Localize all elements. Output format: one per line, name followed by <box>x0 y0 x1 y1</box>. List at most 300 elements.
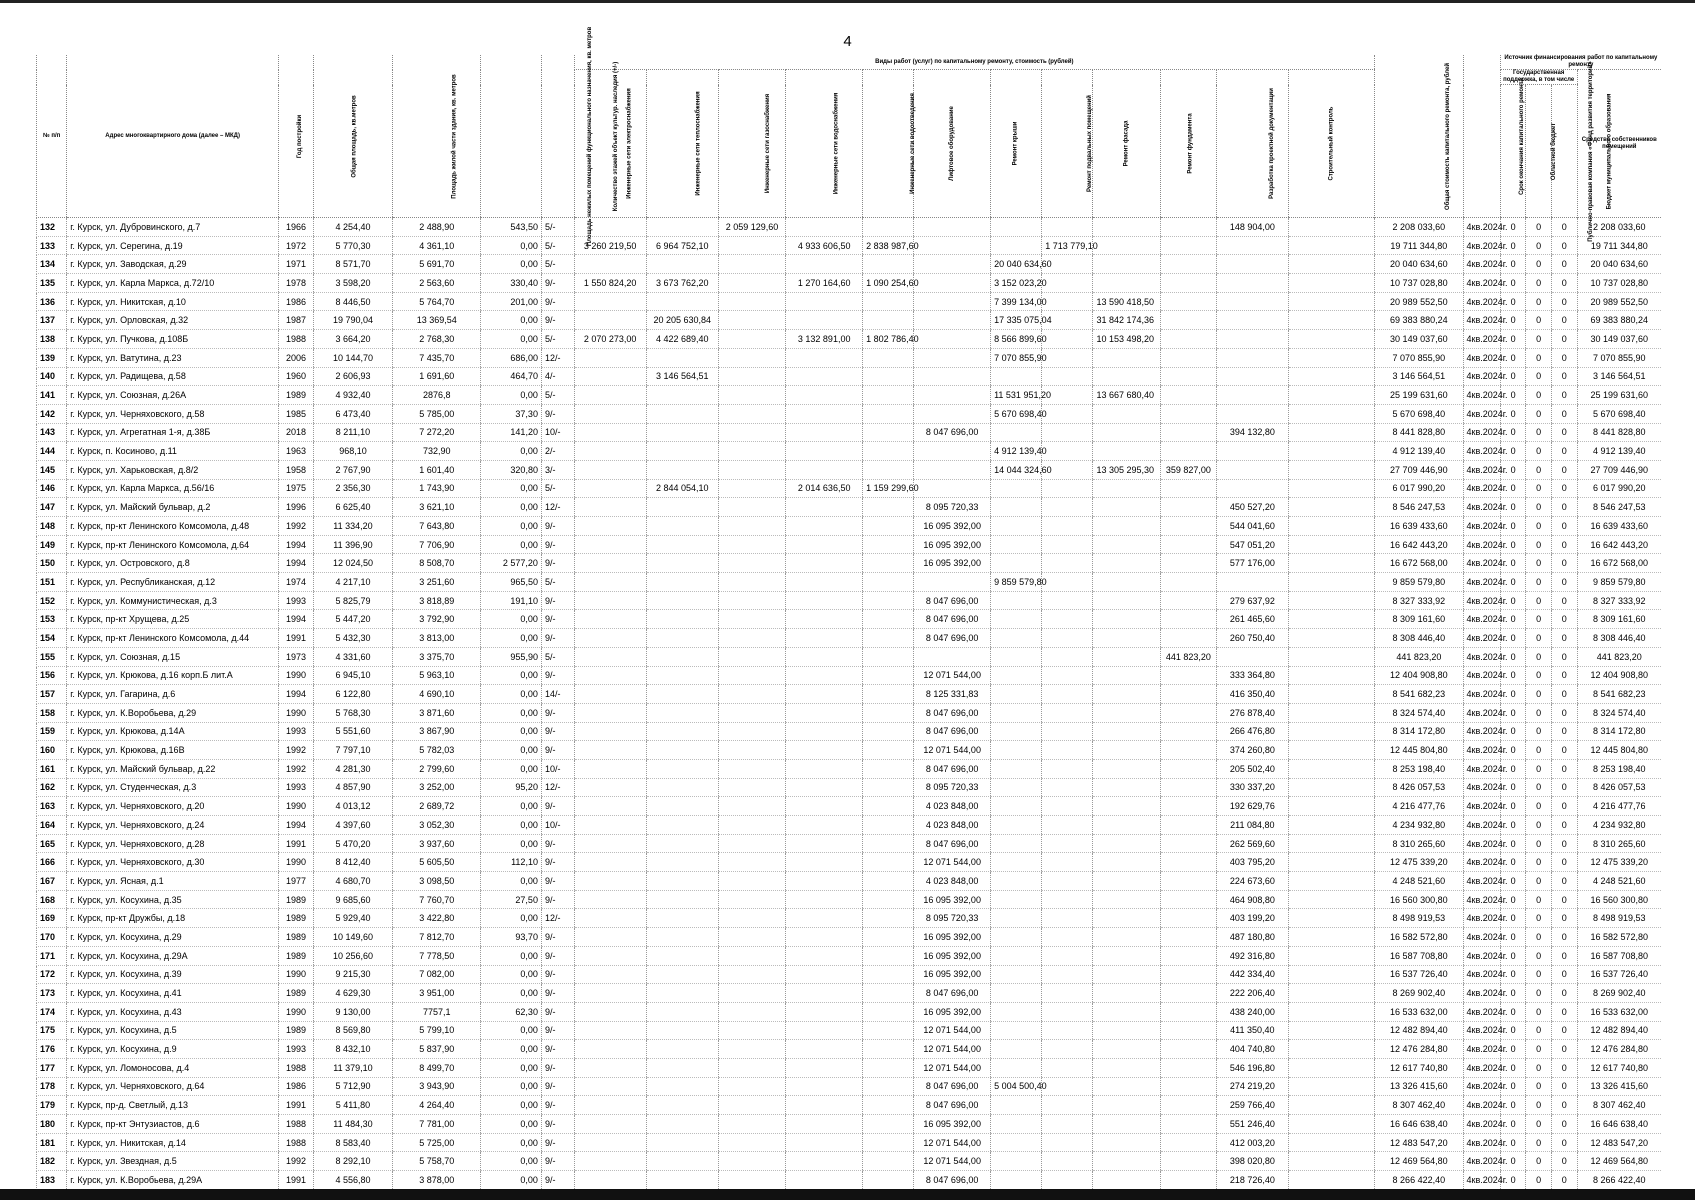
cell-cost-control <box>1288 1040 1374 1059</box>
cell-cost-roof <box>991 218 1042 237</box>
cell-year: 1988 <box>279 330 314 349</box>
cell-floors: 9/- <box>541 703 574 722</box>
cell-cost-heating <box>646 1058 718 1077</box>
cell-owners-share: 3 146 564,51 <box>1577 367 1661 386</box>
cell-year: 1993 <box>279 1040 314 1059</box>
cell-owners-share: 8 426 057,53 <box>1577 778 1661 797</box>
cell-year: 1960 <box>279 367 314 386</box>
cell-area-living: 7 760,70 <box>393 890 481 909</box>
cell-owners-share: 12 445 804,80 <box>1577 741 1661 760</box>
cell-cost-gas <box>718 909 785 928</box>
cell-cost-gas <box>718 348 785 367</box>
cell-cost-lift: 8 095 720,33 <box>914 778 991 797</box>
table-row <box>37 890 1662 909</box>
cell-cost-control <box>1288 666 1374 685</box>
cell-cost-gas <box>718 629 785 648</box>
cell-cost-drainage <box>863 629 914 648</box>
cell-cost-control <box>1288 1058 1374 1077</box>
cell-area-living: 2876,8 <box>393 386 481 405</box>
cell-cost-water <box>786 517 863 536</box>
cell-year: 1989 <box>279 386 314 405</box>
cell-cost-control <box>1288 348 1374 367</box>
cell-cost-project <box>1216 647 1288 666</box>
cell-cost-control <box>1288 797 1374 816</box>
cell-address: г. Курск, пр-кт Ленинского Комсомола, д.44 <box>67 629 279 648</box>
cell-cost-control <box>1288 554 1374 573</box>
cell-floors: 9/- <box>541 1040 574 1059</box>
cell-address: г. Курск, ул. Косухина, д.29 <box>67 928 279 947</box>
cell-address: г. Курск, ул. Майский бульвар, д.2 <box>67 498 279 517</box>
cell-address: г. Курск, ул. Заводская, д.29 <box>67 255 279 274</box>
cell-cost-electric <box>574 853 646 872</box>
cell-area-nonliving: 0,00 <box>481 479 542 498</box>
cell-year: 1989 <box>279 984 314 1003</box>
cell-cost-facade <box>1093 816 1160 835</box>
cell-floors: 9/- <box>541 1021 574 1040</box>
cell-cost-electric <box>574 1133 646 1152</box>
cell-fund-share: 0 <box>1500 1115 1526 1134</box>
cell-deadline: 4кв.2024г. <box>1463 554 1500 573</box>
cell-deadline: 4кв.2024г. <box>1463 909 1500 928</box>
cell-cost-project: 261 465,60 <box>1216 610 1288 629</box>
cell-area-total: 2 356,30 <box>313 479 392 498</box>
cell-floors: 9/- <box>541 274 574 293</box>
cell-area-nonliving: 112,10 <box>481 853 542 872</box>
cell-cost-heating <box>646 348 718 367</box>
cell-regional-share: 0 <box>1526 741 1552 760</box>
cell-cost-project: 438 240,00 <box>1216 1002 1288 1021</box>
cell-cost-facade <box>1093 1133 1160 1152</box>
cell-cost-roof <box>991 554 1042 573</box>
cell-fund-share: 0 <box>1500 1021 1526 1040</box>
cell-cost-gas <box>718 610 785 629</box>
cell-fund-share: 0 <box>1500 423 1526 442</box>
cell-area-total: 4 556,80 <box>313 1171 392 1190</box>
cell-fund-share: 0 <box>1500 816 1526 835</box>
cell-cost-basement <box>1042 741 1093 760</box>
cell-cost-control <box>1288 741 1374 760</box>
cell-floors: 9/- <box>541 928 574 947</box>
cell-cost-control <box>1288 367 1374 386</box>
cell-area-nonliving: 0,00 <box>481 517 542 536</box>
cell-cost-gas <box>718 236 785 255</box>
table-row <box>37 386 1662 405</box>
cell-cost-lift <box>914 479 991 498</box>
table-row <box>37 554 1662 573</box>
cell-municipal-share: 0 <box>1551 367 1577 386</box>
cell-regional-share: 0 <box>1526 348 1552 367</box>
cell-cost-basement <box>1042 946 1093 965</box>
header-state-group: Государственная поддержка, в том числе <box>1500 70 1577 85</box>
cell-cost-basement <box>1042 404 1093 423</box>
cell-area-total: 2 767,90 <box>313 460 392 479</box>
cell-cost-basement <box>1042 1171 1093 1190</box>
table-row <box>37 741 1662 760</box>
cell-address: г. Курск, ул. Серегина, д.19 <box>67 236 279 255</box>
cell-cost-foundation <box>1160 554 1216 573</box>
cell-cost-control <box>1288 1133 1374 1152</box>
cell-total-cost: 12 617 740,80 <box>1375 1058 1463 1077</box>
cell-total-cost: 8 541 682,23 <box>1375 685 1463 704</box>
cell-fund-share: 0 <box>1500 928 1526 947</box>
cell-fund-share: 0 <box>1500 909 1526 928</box>
cell-cost-heating <box>646 535 718 554</box>
cell-cost-drainage: 1 802 786,40 <box>863 330 914 349</box>
cell-fund-share: 0 <box>1500 1058 1526 1077</box>
cell-year: 1972 <box>279 236 314 255</box>
cell-cost-drainage <box>863 853 914 872</box>
cell-cost-heating: 20 205 630,84 <box>646 311 718 330</box>
cell-area-total: 12 024,50 <box>313 554 392 573</box>
cell-floors: 4/- <box>541 367 574 386</box>
cell-cost-gas <box>718 890 785 909</box>
cell-cost-roof <box>991 778 1042 797</box>
cell-municipal-share: 0 <box>1551 498 1577 517</box>
cell-area-living: 7 812,70 <box>393 928 481 947</box>
cell-total-cost: 441 823,20 <box>1375 647 1463 666</box>
cell-area-living: 3 375,70 <box>393 647 481 666</box>
header-w-project: Разработка проектной документации <box>1216 70 1288 218</box>
cell-cost-lift <box>914 218 991 237</box>
cell-cost-roof <box>991 647 1042 666</box>
cell-cost-electric <box>574 778 646 797</box>
cell-municipal-share: 0 <box>1551 255 1577 274</box>
cell-municipal-share: 0 <box>1551 722 1577 741</box>
cell-area-total: 11 396,90 <box>313 535 392 554</box>
cell-municipal-share: 0 <box>1551 928 1577 947</box>
cell-cost-foundation <box>1160 367 1216 386</box>
cell-area-nonliving: 0,00 <box>481 1115 542 1134</box>
cell-cost-electric <box>574 386 646 405</box>
cell-area-total: 5 411,80 <box>313 1096 392 1115</box>
cell-cost-electric <box>574 292 646 311</box>
cell-cost-gas <box>718 1040 785 1059</box>
cell-cost-lift <box>914 460 991 479</box>
cell-cost-basement <box>1042 442 1093 461</box>
cell-cost-foundation <box>1160 1040 1216 1059</box>
cell-cost-lift: 4 023 848,00 <box>914 872 991 891</box>
cell-area-total: 4 857,90 <box>313 778 392 797</box>
cell-area-total: 10 256,60 <box>313 946 392 965</box>
cell-floors: 9/- <box>541 1152 574 1171</box>
cell-floors: 9/- <box>541 722 574 741</box>
cell-row-number: 135 <box>37 274 67 293</box>
cell-area-total: 968,10 <box>313 442 392 461</box>
cell-cost-heating <box>646 722 718 741</box>
cell-area-nonliving: 955,90 <box>481 647 542 666</box>
cell-year: 1992 <box>279 741 314 760</box>
cell-cost-lift <box>914 292 991 311</box>
cell-cost-electric <box>574 965 646 984</box>
cell-fund-share: 0 <box>1500 236 1526 255</box>
cell-floors: 5/- <box>541 236 574 255</box>
cell-address: г. Курск, ул. Черняховского, д.64 <box>67 1077 279 1096</box>
cell-cost-drainage <box>863 946 914 965</box>
cell-municipal-share: 0 <box>1551 554 1577 573</box>
cell-cost-lift: 16 095 392,00 <box>914 1115 991 1134</box>
cell-cost-foundation: 441 823,20 <box>1160 647 1216 666</box>
cell-cost-roof: 7 070 855,90 <box>991 348 1042 367</box>
cell-cost-gas <box>718 928 785 947</box>
cell-total-cost: 4 234 932,80 <box>1375 816 1463 835</box>
scan-top-edge <box>0 0 1695 3</box>
cell-cost-electric <box>574 348 646 367</box>
cell-cost-electric <box>574 218 646 237</box>
cell-row-number: 154 <box>37 629 67 648</box>
cell-cost-water <box>786 535 863 554</box>
cell-cost-facade <box>1093 1021 1160 1040</box>
cell-deadline: 4кв.2024г. <box>1463 984 1500 1003</box>
cell-cost-electric <box>574 1021 646 1040</box>
cell-cost-electric <box>574 685 646 704</box>
cell-address: г. Курск, ул. Гагарина, д.6 <box>67 685 279 704</box>
cell-cost-control <box>1288 517 1374 536</box>
cell-cost-electric <box>574 573 646 592</box>
cell-deadline: 4кв.2024г. <box>1463 853 1500 872</box>
cell-cost-foundation <box>1160 797 1216 816</box>
cell-cost-roof <box>991 479 1042 498</box>
cell-cost-facade <box>1093 946 1160 965</box>
cell-cost-gas <box>718 517 785 536</box>
cell-cost-heating <box>646 984 718 1003</box>
cell-cost-heating: 6 964 752,10 <box>646 236 718 255</box>
cell-municipal-share: 0 <box>1551 236 1577 255</box>
cell-total-cost: 8 426 057,53 <box>1375 778 1463 797</box>
cell-cost-electric <box>574 909 646 928</box>
cell-area-nonliving: 0,00 <box>481 1171 542 1190</box>
cell-area-living: 7 435,70 <box>393 348 481 367</box>
cell-cost-roof <box>991 236 1042 255</box>
cell-cost-project: 192 629,76 <box>1216 797 1288 816</box>
cell-deadline: 4кв.2024г. <box>1463 890 1500 909</box>
table-row <box>37 442 1662 461</box>
cell-cost-basement <box>1042 292 1093 311</box>
cell-cost-water <box>786 1115 863 1134</box>
cell-row-number: 146 <box>37 479 67 498</box>
cell-cost-water <box>786 722 863 741</box>
cell-owners-share: 8 253 198,40 <box>1577 759 1661 778</box>
cell-municipal-share: 0 <box>1551 1002 1577 1021</box>
cell-cost-drainage <box>863 292 914 311</box>
cell-cost-roof: 5 004 500,40 <box>991 1077 1042 1096</box>
cell-year: 1986 <box>279 292 314 311</box>
cell-cost-heating <box>646 460 718 479</box>
cell-area-living: 7757,1 <box>393 1002 481 1021</box>
cell-total-cost: 27 709 446,90 <box>1375 460 1463 479</box>
cell-area-total: 9 685,60 <box>313 890 392 909</box>
cell-owners-share: 8 546 247,53 <box>1577 498 1661 517</box>
cell-row-number: 147 <box>37 498 67 517</box>
cell-owners-share: 4 234 932,80 <box>1577 816 1661 835</box>
cell-total-cost: 16 537 726,40 <box>1375 965 1463 984</box>
cell-area-living: 3 098,50 <box>393 872 481 891</box>
cell-cost-control <box>1288 255 1374 274</box>
cell-cost-project: 487 180,80 <box>1216 928 1288 947</box>
cell-cost-gas <box>718 1077 785 1096</box>
cell-cost-roof <box>991 965 1042 984</box>
cell-cost-project: 224 673,60 <box>1216 872 1288 891</box>
cell-floors: 9/- <box>541 1096 574 1115</box>
cell-cost-control <box>1288 236 1374 255</box>
cell-address: г. Курск, ул. К.Воробьева, д.29 <box>67 703 279 722</box>
cell-total-cost: 2 208 033,60 <box>1375 218 1463 237</box>
cell-cost-control <box>1288 984 1374 1003</box>
cell-cost-foundation <box>1160 423 1216 442</box>
cell-area-living: 5 758,70 <box>393 1152 481 1171</box>
cell-area-living: 5 785,00 <box>393 404 481 423</box>
cell-area-total: 10 144,70 <box>313 348 392 367</box>
cell-area-nonliving: 0,00 <box>481 1021 542 1040</box>
cell-municipal-share: 0 <box>1551 386 1577 405</box>
cell-cost-roof <box>991 890 1042 909</box>
cell-floors: 9/- <box>541 797 574 816</box>
cell-floors: 9/- <box>541 517 574 536</box>
cell-cost-control <box>1288 1115 1374 1134</box>
cell-address: г. Курск, ул. Карла Маркса, д.72/10 <box>67 274 279 293</box>
cell-cost-control <box>1288 311 1374 330</box>
cell-deadline: 4кв.2024г. <box>1463 292 1500 311</box>
cell-area-total: 6 945,10 <box>313 666 392 685</box>
cell-cost-facade <box>1093 479 1160 498</box>
cell-cost-gas <box>718 1115 785 1134</box>
cell-cost-electric: 1 550 824,20 <box>574 274 646 293</box>
cell-floors: 10/- <box>541 759 574 778</box>
cell-regional-share: 0 <box>1526 965 1552 984</box>
cell-owners-share: 8 541 682,23 <box>1577 685 1661 704</box>
cell-cost-facade <box>1093 629 1160 648</box>
cell-floors: 9/- <box>541 554 574 573</box>
cell-fund-share: 0 <box>1500 348 1526 367</box>
cell-total-cost: 12 483 547,20 <box>1375 1133 1463 1152</box>
cell-cost-gas <box>718 816 785 835</box>
cell-area-total: 9 215,30 <box>313 965 392 984</box>
cell-cost-gas <box>718 984 785 1003</box>
cell-cost-lift: 8 047 696,00 <box>914 1096 991 1115</box>
cell-row-number: 132 <box>37 218 67 237</box>
cell-total-cost: 16 533 632,00 <box>1375 1002 1463 1021</box>
cell-area-living: 5 799,10 <box>393 1021 481 1040</box>
cell-area-nonliving: 0,00 <box>481 909 542 928</box>
cell-address: г. Курск, пр-кт Ленинского Комсомола, д.64 <box>67 535 279 554</box>
cell-area-total: 4 932,40 <box>313 386 392 405</box>
cell-cost-basement <box>1042 984 1093 1003</box>
cell-regional-share: 0 <box>1526 330 1552 349</box>
cell-total-cost: 25 199 631,60 <box>1375 386 1463 405</box>
cell-address: г. Курск, ул. К.Воробьева, д.29А <box>67 1171 279 1190</box>
cell-municipal-share: 0 <box>1551 853 1577 872</box>
cell-cost-water <box>786 1152 863 1171</box>
cell-floors: 9/- <box>541 853 574 872</box>
cell-cost-water: 1 270 164,60 <box>786 274 863 293</box>
cell-cost-roof <box>991 928 1042 947</box>
table-body <box>37 218 1662 1190</box>
cell-municipal-share: 0 <box>1551 984 1577 1003</box>
cell-municipal-share: 0 <box>1551 535 1577 554</box>
cell-municipal-share: 0 <box>1551 218 1577 237</box>
cell-fund-share: 0 <box>1500 292 1526 311</box>
cell-cost-electric <box>574 1002 646 1021</box>
cell-floors: 9/- <box>541 1171 574 1190</box>
cell-floors: 9/- <box>541 292 574 311</box>
cell-deadline: 4кв.2024г. <box>1463 573 1500 592</box>
cell-cost-facade <box>1093 741 1160 760</box>
cell-cost-project: 544 041,60 <box>1216 517 1288 536</box>
cell-cost-drainage <box>863 703 914 722</box>
cell-total-cost: 16 642 443,20 <box>1375 535 1463 554</box>
cell-year: 1990 <box>279 965 314 984</box>
cell-cost-drainage <box>863 759 914 778</box>
cell-cost-electric: 2 070 273,00 <box>574 330 646 349</box>
cell-cost-foundation <box>1160 1152 1216 1171</box>
cell-cost-roof <box>991 816 1042 835</box>
cell-regional-share: 0 <box>1526 311 1552 330</box>
cell-cost-foundation <box>1160 722 1216 741</box>
cell-owners-share: 20 040 634,60 <box>1577 255 1661 274</box>
cell-cost-facade: 10 153 498,20 <box>1093 330 1160 349</box>
cell-cost-roof <box>991 517 1042 536</box>
cell-cost-gas <box>718 1171 785 1190</box>
cell-cost-electric <box>574 872 646 891</box>
cell-row-number: 165 <box>37 834 67 853</box>
cell-cost-heating <box>646 573 718 592</box>
cell-deadline: 4кв.2024г. <box>1463 367 1500 386</box>
cell-area-nonliving: 0,00 <box>481 872 542 891</box>
cell-cost-facade <box>1093 722 1160 741</box>
cell-fund-share: 0 <box>1500 741 1526 760</box>
cell-area-living: 1 691,60 <box>393 367 481 386</box>
cell-area-nonliving: 0,00 <box>481 984 542 1003</box>
cell-fund-share: 0 <box>1500 872 1526 891</box>
cell-area-total: 6 473,40 <box>313 404 392 423</box>
cell-cost-water <box>786 834 863 853</box>
cell-cost-control <box>1288 1002 1374 1021</box>
cell-year: 1992 <box>279 517 314 536</box>
cell-cost-electric <box>574 946 646 965</box>
cell-year: 1958 <box>279 460 314 479</box>
cell-cost-facade <box>1093 647 1160 666</box>
cell-cost-water <box>786 610 863 629</box>
cell-floors: 9/- <box>541 984 574 1003</box>
cell-area-total: 8 583,40 <box>313 1133 392 1152</box>
table-row <box>37 311 1662 330</box>
cell-cost-facade <box>1093 498 1160 517</box>
cell-total-cost: 3 146 564,51 <box>1375 367 1463 386</box>
cell-cost-heating <box>646 498 718 517</box>
cell-cost-roof: 4 912 139,40 <box>991 442 1042 461</box>
cell-area-total: 4 397,60 <box>313 816 392 835</box>
cell-cost-roof <box>991 685 1042 704</box>
cell-cost-control <box>1288 591 1374 610</box>
cell-floors: 9/- <box>541 1115 574 1134</box>
cell-total-cost: 8 498 919,53 <box>1375 909 1463 928</box>
cell-year: 1978 <box>279 274 314 293</box>
cell-cost-drainage <box>863 965 914 984</box>
cell-cost-drainage <box>863 1058 914 1077</box>
cell-cost-control <box>1288 946 1374 965</box>
cell-cost-basement <box>1042 535 1093 554</box>
cell-area-nonliving: 0,00 <box>481 311 542 330</box>
cell-owners-share: 30 149 037,60 <box>1577 330 1661 349</box>
cell-cost-project <box>1216 386 1288 405</box>
cell-cost-water <box>786 591 863 610</box>
cell-area-nonliving: 201,00 <box>481 292 542 311</box>
cell-cost-basement <box>1042 1021 1093 1040</box>
cell-cost-heating <box>646 1115 718 1134</box>
cell-owners-share: 6 017 990,20 <box>1577 479 1661 498</box>
cell-cost-drainage: 1 090 254,60 <box>863 274 914 293</box>
cell-floors: 9/- <box>541 311 574 330</box>
cell-address: г. Курск, ул. Черняховского, д.28 <box>67 834 279 853</box>
